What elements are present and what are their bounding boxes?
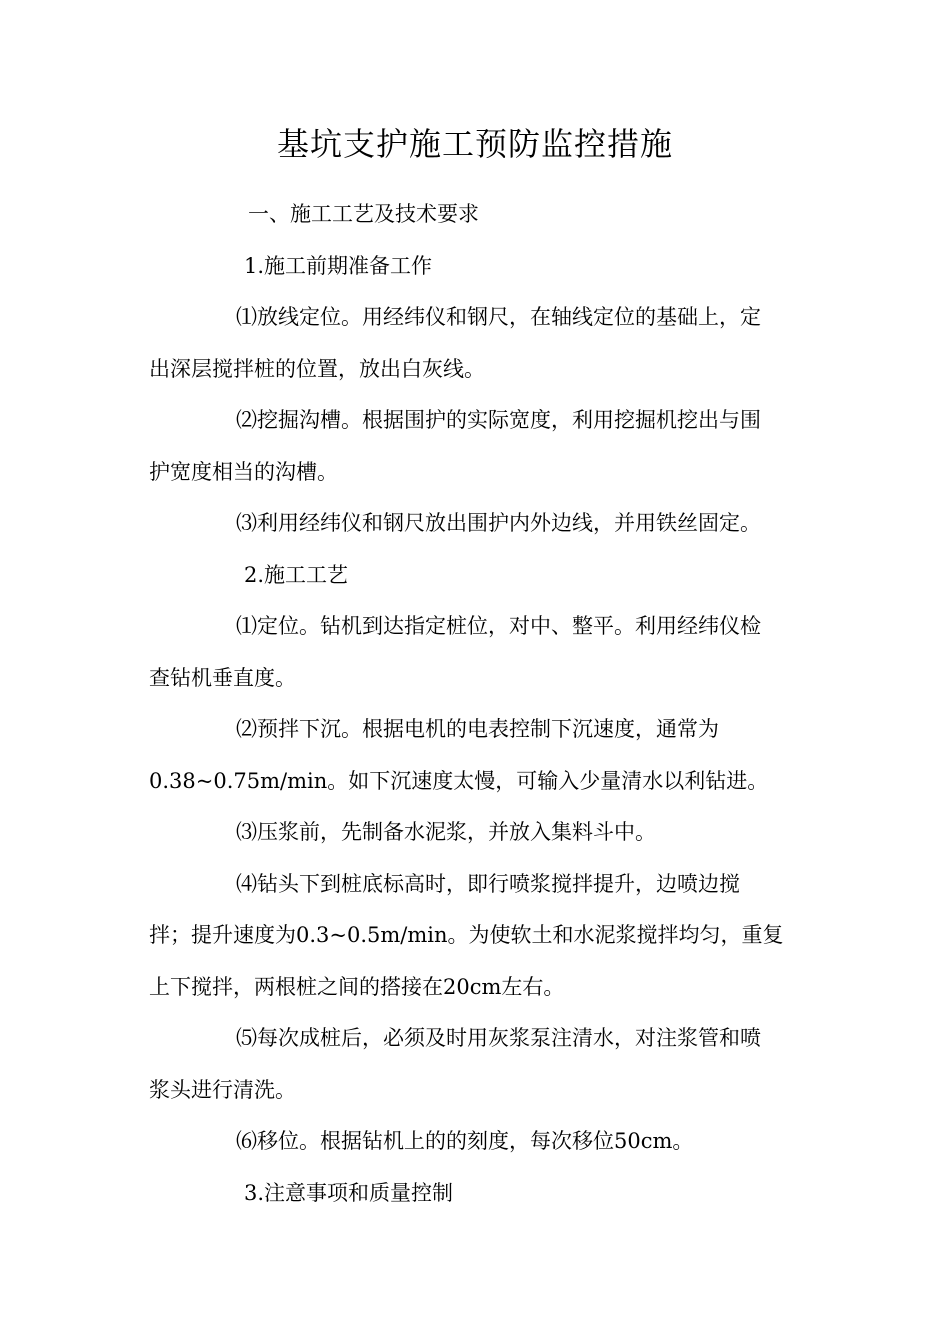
subsection-heading: 1.施工前期准备工作 bbox=[244, 254, 433, 278]
paragraph-line: 出深层搅拌桩的位置，放出白灰线。 bbox=[149, 357, 485, 381]
document-title: 基坑支护施工预防监控措施 bbox=[276, 125, 673, 163]
paragraph-line: ⑵预拌下沉。根据电机的电表控制下沉速度，通常为 bbox=[236, 717, 719, 741]
subsection-heading: 3.注意事项和质量控制 bbox=[244, 1181, 454, 1205]
paragraph-line: ⑵挖掘沟槽。根据围护的实际宽度，利用挖掘机挖出与围 bbox=[236, 408, 761, 432]
paragraph-line: ⑴定位。钻机到达指定桩位，对中、整平。利用经纬仪检 bbox=[236, 614, 761, 638]
subsection-heading: 2.施工工艺 bbox=[244, 563, 349, 587]
section-heading: 一、施工工艺及技术要求 bbox=[248, 202, 479, 226]
paragraph-line: 拌；提升速度为0.3~0.5m/min。为使软土和水泥浆搅拌均匀，重复 bbox=[149, 923, 784, 947]
paragraph-line: 上下搅拌，两根桩之间的搭接在20cm左右。 bbox=[149, 975, 565, 999]
paragraph-line: ⑴放线定位。用经纬仪和钢尺，在轴线定位的基础上，定 bbox=[236, 305, 761, 329]
paragraph-line: 浆头进行清洗。 bbox=[149, 1078, 296, 1102]
paragraph-line: 护宽度相当的沟槽。 bbox=[149, 460, 338, 484]
paragraph-line: ⑸每次成桩后，必须及时用灰浆泵注清水，对注浆管和喷 bbox=[236, 1026, 761, 1050]
paragraph-line: 查钻机垂直度。 bbox=[149, 666, 296, 690]
paragraph-line: ⑶利用经纬仪和钢尺放出围护内外边线，并用铁丝固定。 bbox=[236, 511, 761, 535]
paragraph-line: ⑷钻头下到桩底标高时，即行喷浆搅拌提升，边喷边搅 bbox=[236, 872, 740, 896]
paragraph-line: ⑹移位。根据钻机上的的刻度，每次移位50cm。 bbox=[236, 1129, 694, 1153]
paragraph-line: ⑶压浆前，先制备水泥浆，并放入集料斗中。 bbox=[236, 820, 656, 844]
paragraph-line: 0.38~0.75m/min。如下沉速度太慢，可输入少量清水以利钻进。 bbox=[149, 769, 769, 793]
